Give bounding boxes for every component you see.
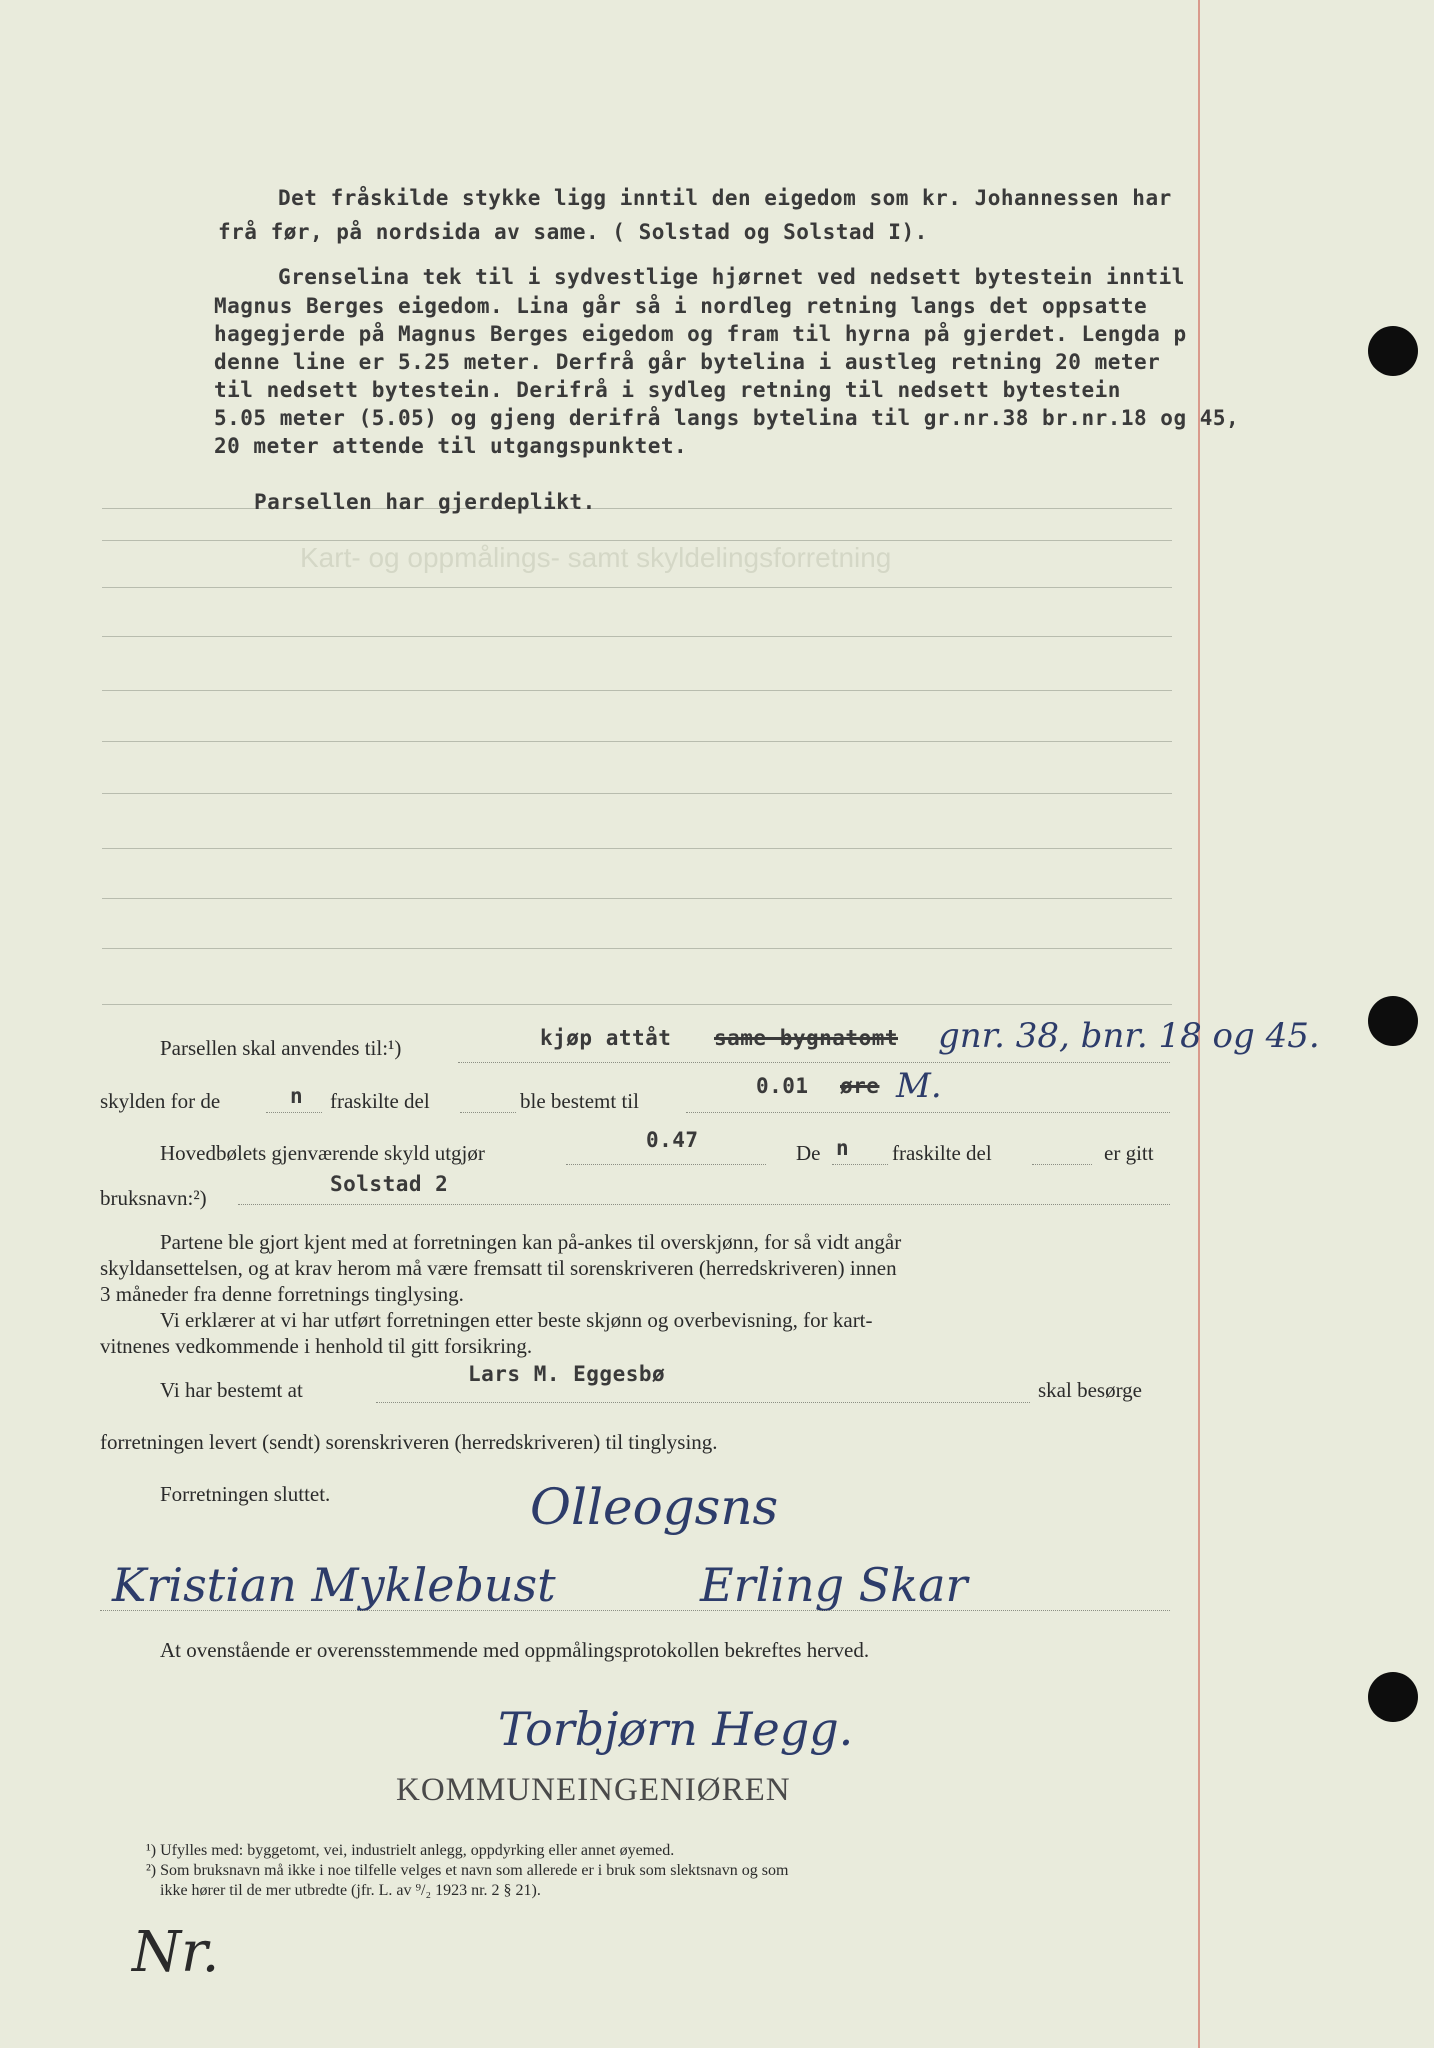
footnote: ²) Som bruksnavn må ikke i noe tilfelle velges et navn som allerede er i bruk som slektsnavn og som xyxy=(146,1862,789,1879)
footnote: ikke hører til de mer utbredte (jfr. L. av ⁹/₂ 1923 nr. 2 § 21). xyxy=(160,1882,541,1899)
anvendes-label: Parsellen skal anvendes til:¹) xyxy=(160,1036,402,1060)
typed-line: frå før, på nordsida av same. ( Solstad og Solstad I). xyxy=(218,220,928,244)
ruled-line xyxy=(102,540,1172,541)
hoved-fraskilte: fraskilte del xyxy=(892,1141,992,1165)
skylden-label: skylden for de xyxy=(100,1089,221,1113)
skylden-typed: 0.01 xyxy=(756,1074,809,1098)
typed-line: hagegjerde på Magnus Berges eigedom og fram til hyrna på gjerdet. Lengda p xyxy=(214,322,1187,346)
anvendes-typed: kjøp attåt xyxy=(540,1026,672,1050)
typed-line: Parsellen har gjerdeplikt. xyxy=(254,490,596,514)
typed-line: til nedsett bytestein. Derifrå i sydleg retning til nedsett bytestein xyxy=(214,378,1121,402)
skylden-fraskilte: fraskilte del xyxy=(330,1089,430,1113)
vi-line: vitnenes vedkommende i henhold til gitt forsikring. xyxy=(100,1334,533,1358)
stamp-text: KOMMUNEINGENIØREN xyxy=(396,1772,791,1808)
footnote: ¹) Ufylles med: byggetomt, vei, industrielt anlegg, oppdyrking eller annet øyemed. xyxy=(146,1842,675,1859)
fill-line xyxy=(460,1112,516,1113)
ruled-line xyxy=(102,690,1172,691)
ruled-line xyxy=(102,793,1172,794)
levert-line: forretningen levert (sendt) sorenskriveren (herredskriveren) til tinglysing. xyxy=(100,1430,718,1454)
hoved-gitt: er gitt xyxy=(1104,1141,1154,1165)
fill-line xyxy=(238,1204,1170,1205)
ruled-line xyxy=(102,948,1172,949)
anvendes-handwritten: gnr. 38, bnr. 18 og 45. xyxy=(938,1016,1320,1056)
fill-line xyxy=(458,1062,1170,1063)
ruled-line xyxy=(102,898,1172,899)
typed-line: Magnus Berges eigedom. Lina går så i nordleg retning langs det oppsatte xyxy=(214,294,1148,318)
signature-line xyxy=(100,1610,1170,1611)
signature-engineer: Torbjørn Hegg. xyxy=(498,1702,854,1756)
besorge-label: skal besørge xyxy=(1038,1378,1143,1402)
fill-line xyxy=(566,1164,766,1165)
partene-line: Partene ble gjort kjent med at forretningen kan på-ankes til overskjønn, for så vidt angår xyxy=(160,1230,902,1254)
bestemt-label: Vi har bestemt at xyxy=(160,1378,303,1402)
partene-line: skyldansettelsen, og at krav herom må være fremsatt til sorenskriveren (herredskriveren) innen xyxy=(100,1256,897,1280)
fill-line xyxy=(686,1112,1170,1113)
ruled-line xyxy=(102,587,1172,588)
punch-hole xyxy=(1368,326,1418,376)
hoved-typed: 0.47 xyxy=(646,1128,699,1152)
faint-header: Kart- og oppmålings- samt skyldelingsforretning xyxy=(300,542,892,573)
typed-line: 20 meter attende til utgangspunktet. xyxy=(214,434,688,458)
fill-line xyxy=(376,1402,1030,1403)
ruled-line xyxy=(102,636,1172,637)
typed-line: denne line er 5.25 meter. Derfrå går bytelina i austleg retning 20 meter xyxy=(214,350,1161,374)
typed-line: Grenselina tek til i sydvestlige hjørnet ved nedsett bytestein inntil xyxy=(278,265,1185,289)
ruled-line xyxy=(102,741,1172,742)
skylden-struck: øre xyxy=(840,1074,880,1098)
signature-left: Kristian Myklebust xyxy=(112,1558,556,1612)
vi-line: Vi erklærer at vi har utført forretningen etter beste skjønn og overbevisning, for kart- xyxy=(160,1308,873,1332)
punch-hole xyxy=(1368,1672,1418,1722)
skylden-handwritten: M. xyxy=(896,1066,942,1106)
bruksnavn-typed: Solstad 2 xyxy=(330,1172,449,1196)
punch-hole xyxy=(1368,996,1418,1046)
fill-line xyxy=(832,1164,888,1165)
fill-line xyxy=(266,1112,322,1113)
bruksnavn-label: bruksnavn:²) xyxy=(100,1186,207,1210)
initials-mark: Nr. xyxy=(132,1920,220,1985)
ruled-line xyxy=(102,1004,1172,1005)
hoved-label: Hovedbølets gjenværende skyld utgjør xyxy=(160,1141,485,1165)
fill-line xyxy=(1032,1164,1092,1165)
bestemt-typed: Lars M. Eggesbø xyxy=(468,1362,666,1386)
hoved-n: n xyxy=(836,1136,850,1160)
signature-top: Olleogsns xyxy=(530,1478,779,1536)
ruled-line xyxy=(102,848,1172,849)
confirm-line: At ovenstående er overensstemmende med oppmålingsprotokollen bekreftes herved. xyxy=(160,1638,870,1662)
typed-line: 5.05 meter (5.05) og gjeng derifrå langs bytelina til gr.nr.38 br.nr.18 og 45, xyxy=(214,406,1240,430)
signature-right: Erling Skar xyxy=(700,1558,968,1612)
sluttet-label: Forretningen sluttet. xyxy=(160,1482,331,1506)
hoved-de: De xyxy=(796,1141,821,1165)
skylden-n: n xyxy=(290,1084,304,1108)
partene-line: 3 måneder fra denne forretnings tinglysing. xyxy=(100,1282,464,1306)
skylden-bestemt: ble bestemt til xyxy=(520,1089,639,1113)
anvendes-struck: same bygnatomt xyxy=(714,1026,899,1050)
typed-line: Det fråskilde stykke ligg inntil den eigedom som kr. Johannessen har xyxy=(278,186,1172,210)
